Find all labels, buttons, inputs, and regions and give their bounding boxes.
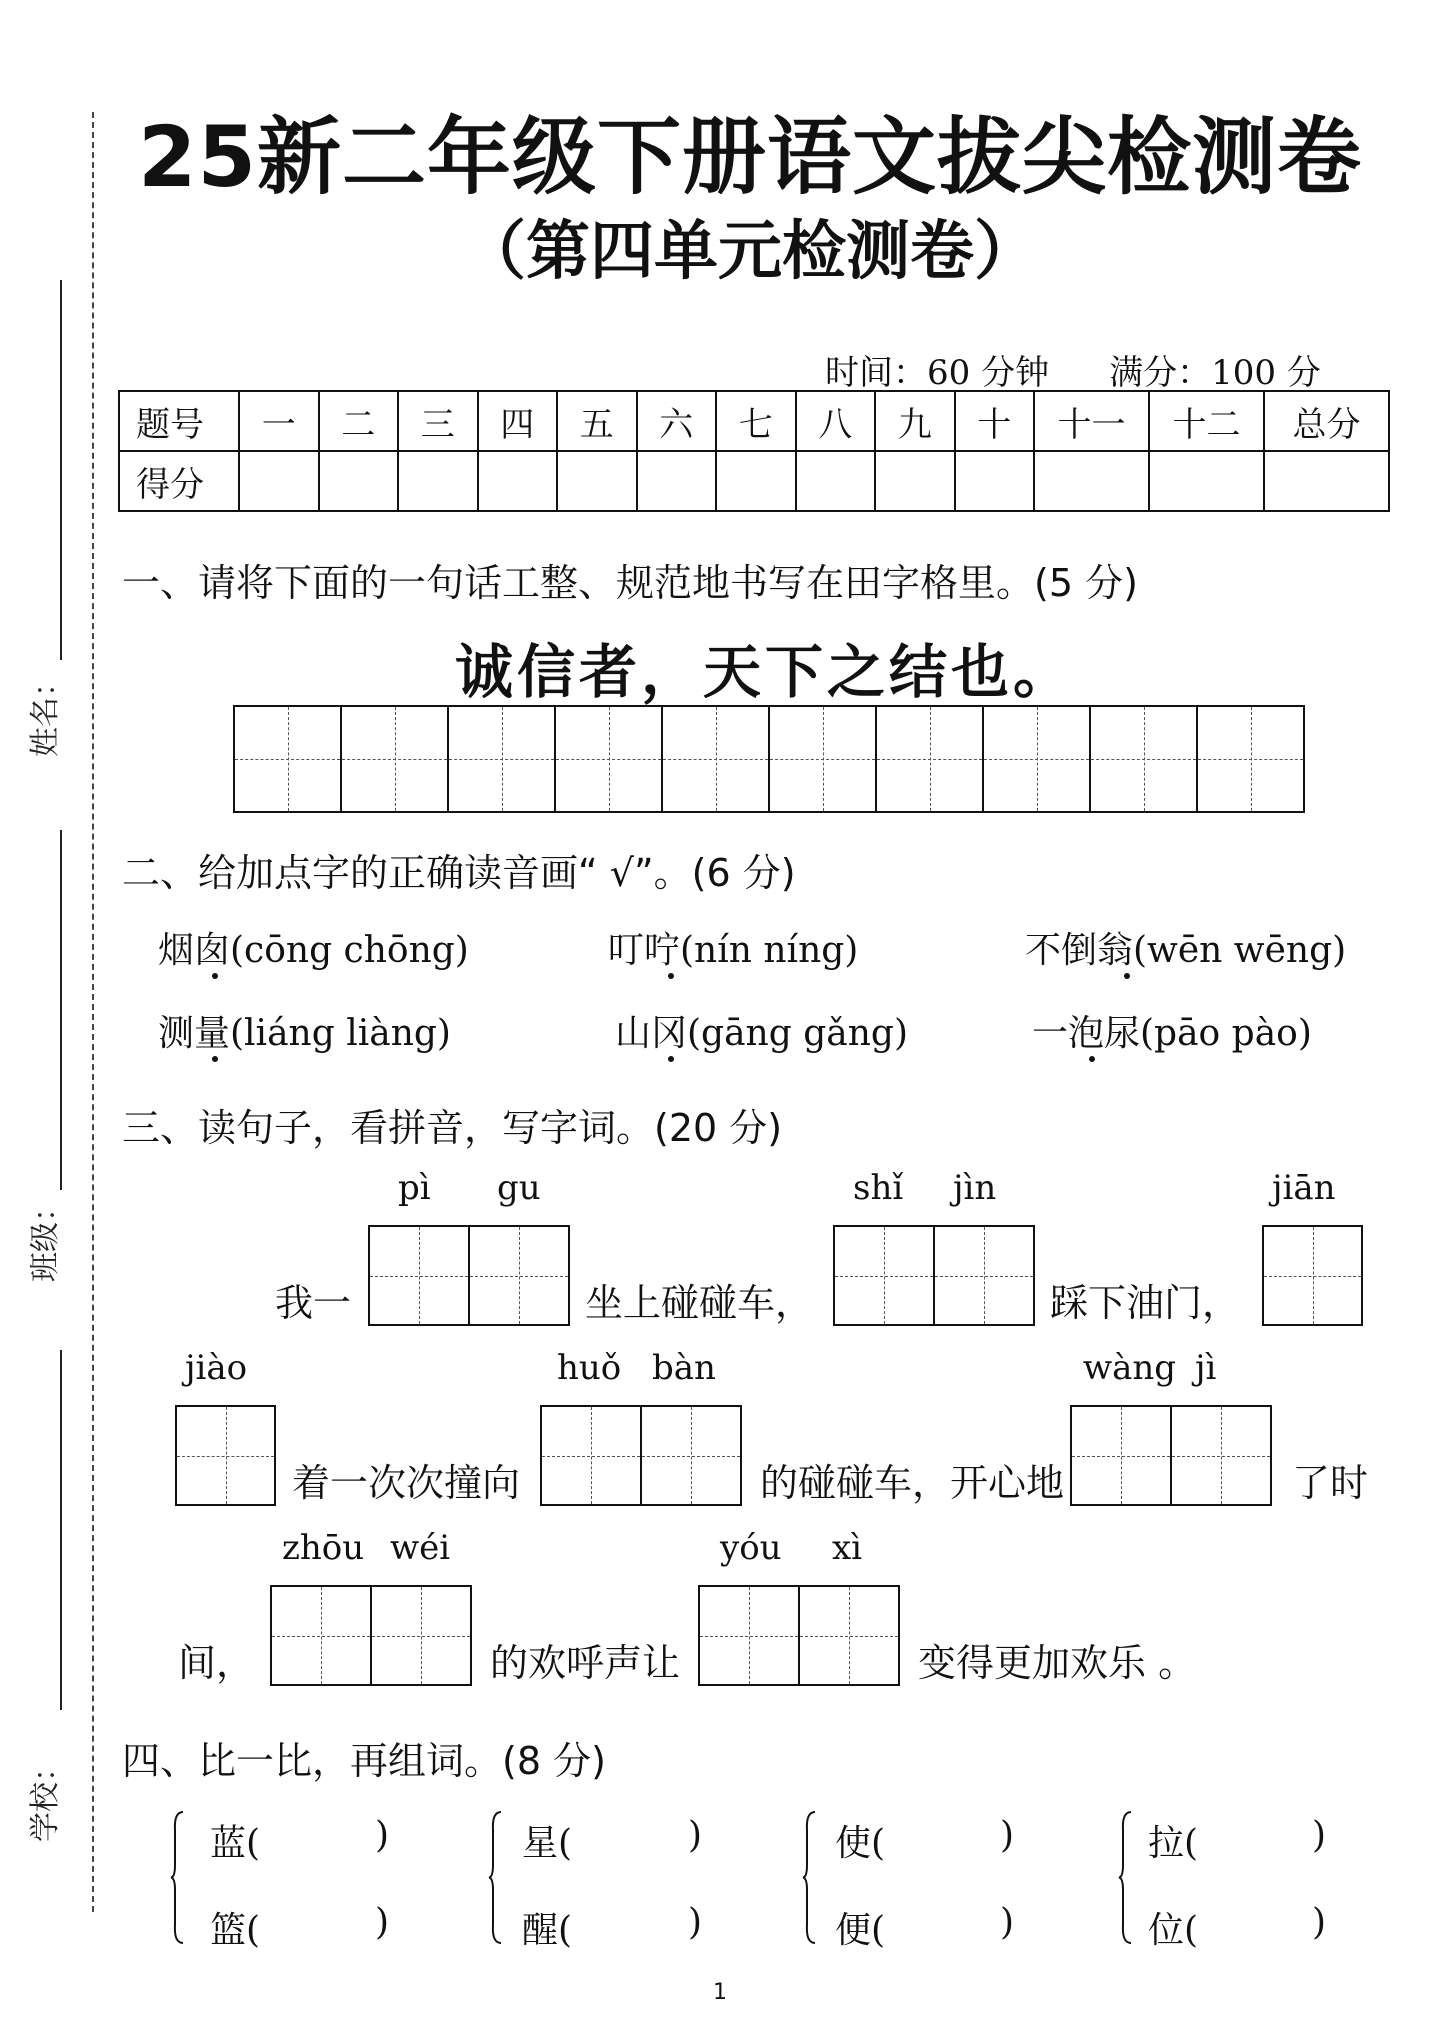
score-input-cell[interactable] [1264, 451, 1389, 511]
sentence-text: 踩下油门， [1050, 1281, 1241, 1325]
emphasis-dot [668, 1056, 674, 1062]
page-number: 1 [713, 1980, 727, 2005]
score-table-header-row [119, 391, 1389, 451]
section-3-heading: 三、读句子，看拼音，写字词。(20 分) [122, 1106, 783, 1150]
pinyin-label: shǐ [853, 1168, 904, 1208]
pronunciation-item[interactable]: 一泡尿(pāo pào) [1032, 1013, 1312, 1054]
score-input-cell[interactable] [478, 451, 558, 511]
pinyin-label: jìn [953, 1168, 997, 1208]
pronunciation-item[interactable]: 叮咛(nín níng) [608, 930, 859, 971]
word-grid[interactable] [698, 1585, 900, 1686]
emphasis-dot [668, 973, 674, 979]
close-paren: ) [1312, 1815, 1327, 1856]
close-paren: ) [375, 1815, 390, 1856]
table-cell: 十二 [1149, 391, 1264, 451]
score-table [118, 390, 1390, 512]
tianzige-cell[interactable] [875, 707, 982, 811]
tianzige-cell[interactable] [640, 1407, 740, 1504]
close-paren: ) [1000, 1902, 1015, 1943]
compare-char: 篮( [210, 1910, 261, 1951]
school-write-line [60, 1350, 62, 1710]
pinyin-label: jiān [1272, 1168, 1336, 1208]
close-paren: ) [1312, 1902, 1327, 1943]
class-label: 班级： [28, 1192, 63, 1282]
pinyin-label: huǒ [557, 1348, 622, 1388]
pinyin-label: pì [398, 1168, 431, 1208]
name-write-line [60, 280, 62, 660]
pronunciation-item[interactable]: 烟囱(cōng chōng) [158, 930, 469, 971]
tianzige-cell[interactable] [1264, 1227, 1361, 1324]
compare-char: 位( [1148, 1910, 1199, 1951]
score-input-cell[interactable] [1034, 451, 1149, 511]
table-cell: 八 [796, 391, 876, 451]
close-paren: ) [375, 1902, 390, 1943]
brace-icon [1118, 1810, 1132, 1945]
word-grid[interactable] [1070, 1405, 1272, 1506]
brace-icon [488, 1810, 502, 1945]
score-input-cell[interactable] [319, 451, 399, 511]
tianzige-cell[interactable] [1072, 1407, 1170, 1504]
tianzige-grid[interactable] [233, 705, 1305, 813]
tianzige-cell[interactable] [468, 1227, 568, 1324]
tianzige-cell[interactable] [1196, 707, 1303, 811]
score-input-cell[interactable] [637, 451, 717, 511]
pronunciation-item[interactable]: 山冈(gāng gǎng) [615, 1013, 909, 1054]
tianzige-cell[interactable] [177, 1407, 274, 1504]
emphasis-dot [1089, 1056, 1095, 1062]
tianzige-cell[interactable] [370, 1227, 468, 1324]
table-cell: 四 [478, 391, 558, 451]
pinyin-label: gu [497, 1168, 541, 1208]
tianzige-cell[interactable] [235, 707, 340, 811]
pinyin-label: yóu [720, 1528, 782, 1568]
full-score: 满分：100 分 [1109, 353, 1321, 393]
pronunciation-item[interactable]: 测量(liáng liàng) [158, 1013, 451, 1054]
brace-icon [170, 1810, 184, 1945]
brace-icon [802, 1810, 816, 1945]
tianzige-cell[interactable] [661, 707, 768, 811]
class-write-line [60, 830, 62, 1190]
section-1-heading: 一、请将下面的一句话工整、规范地书写在田字格里。(5 分) [122, 561, 1138, 605]
score-table-score-row [119, 451, 1389, 511]
table-cell: 三 [398, 391, 478, 451]
binding-dashed-line [92, 112, 94, 1912]
tianzige-cell[interactable] [370, 1587, 470, 1684]
word-grid[interactable] [175, 1405, 276, 1506]
tianzige-cell[interactable] [542, 1407, 640, 1504]
compare-char: 星( [522, 1823, 573, 1864]
score-input-cell[interactable] [1149, 451, 1264, 511]
close-paren: ) [688, 1902, 703, 1943]
compare-char: 醒( [522, 1910, 573, 1951]
pinyin-label: jiào [185, 1348, 248, 1388]
pinyin-label: bàn [652, 1348, 716, 1388]
word-grid[interactable] [270, 1585, 472, 1686]
table-cell: 二 [319, 391, 399, 451]
page-title: 25新二年级下册语文拔尖检测卷 [138, 108, 1362, 206]
sentence-text: 着一次次撞向 [292, 1461, 521, 1505]
sentence-text: 我一 [275, 1281, 352, 1325]
score-input-cell[interactable] [875, 451, 955, 511]
tianzige-cell[interactable] [768, 707, 875, 811]
sentence-text: 的碰碰车，开心地 [760, 1461, 1065, 1505]
compare-char: 便( [835, 1910, 886, 1951]
emphasis-dot [1124, 973, 1130, 979]
copy-sentence: 诚信者，天下之结也。 [454, 638, 1075, 706]
compare-char: 拉( [1148, 1823, 1199, 1864]
compare-char: 使( [835, 1823, 886, 1864]
section-2-heading: 二、给加点字的正确读音画“ √”。(6 分) [122, 851, 796, 895]
table-cell: 题号 [119, 391, 239, 451]
tianzige-cell[interactable] [447, 707, 554, 811]
pinyin-label: wàng [1083, 1348, 1177, 1388]
tianzige-cell[interactable] [1170, 1407, 1270, 1504]
table-cell: 六 [637, 391, 717, 451]
table-cell: 九 [875, 391, 955, 451]
name-label: 姓名： [28, 667, 63, 757]
sentence-text: 了时 [1292, 1461, 1369, 1505]
school-label: 学校： [28, 1752, 63, 1842]
table-cell: 一 [239, 391, 319, 451]
table-cell: 十一 [1034, 391, 1149, 451]
close-paren: ) [1000, 1815, 1015, 1856]
emphasis-dot [212, 1056, 218, 1062]
table-cell: 总分 [1264, 391, 1389, 451]
score-input-cell[interactable] [955, 451, 1035, 511]
tianzige-cell[interactable] [933, 1227, 1033, 1324]
tianzige-cell[interactable] [798, 1587, 898, 1684]
score-input-cell[interactable] [796, 451, 876, 511]
close-paren: ) [688, 1815, 703, 1856]
pinyin-label: xì [832, 1528, 863, 1568]
sentence-text: 坐上碰碰车， [585, 1281, 814, 1325]
pinyin-label: wéi [390, 1528, 451, 1568]
tianzige-cell[interactable] [272, 1587, 370, 1684]
tianzige-cell[interactable] [982, 707, 1089, 811]
table-cell: 五 [557, 391, 637, 451]
score-input-cell[interactable] [557, 451, 637, 511]
pinyin-label: jì [1195, 1348, 1217, 1388]
tianzige-cell[interactable] [554, 707, 661, 811]
page-subtitle: （第四单元检测卷） [462, 215, 1038, 289]
table-cell: 七 [716, 391, 796, 451]
compare-char: 蓝( [210, 1823, 261, 1864]
tianzige-cell[interactable] [340, 707, 447, 811]
tianzige-cell[interactable] [700, 1587, 798, 1684]
word-grid[interactable] [540, 1405, 742, 1506]
table-cell: 得分 [119, 451, 239, 511]
emphasis-dot [212, 973, 218, 979]
word-grid[interactable] [368, 1225, 570, 1326]
tianzige-cell[interactable] [1089, 707, 1196, 811]
pronunciation-item[interactable]: 不倒翁(wēn wēng) [1025, 930, 1347, 971]
score-input-cell[interactable] [239, 451, 319, 511]
pinyin-label: zhōu [282, 1528, 365, 1568]
score-input-cell[interactable] [398, 451, 478, 511]
score-input-cell[interactable] [716, 451, 796, 511]
exam-meta [825, 345, 1381, 394]
tianzige-cell[interactable] [835, 1227, 933, 1324]
word-grid[interactable] [1262, 1225, 1363, 1326]
word-grid[interactable] [833, 1225, 1035, 1326]
time-limit: 时间：60 分钟 [825, 353, 1050, 393]
sentence-text: 变得更加欢乐 。 [918, 1641, 1197, 1685]
sentence-text: 间， [178, 1641, 255, 1685]
table-cell: 十 [955, 391, 1035, 451]
sentence-text: 的欢呼声让 [490, 1641, 681, 1685]
section-4-heading: 四、比一比，再组词。(8 分) [122, 1739, 606, 1783]
